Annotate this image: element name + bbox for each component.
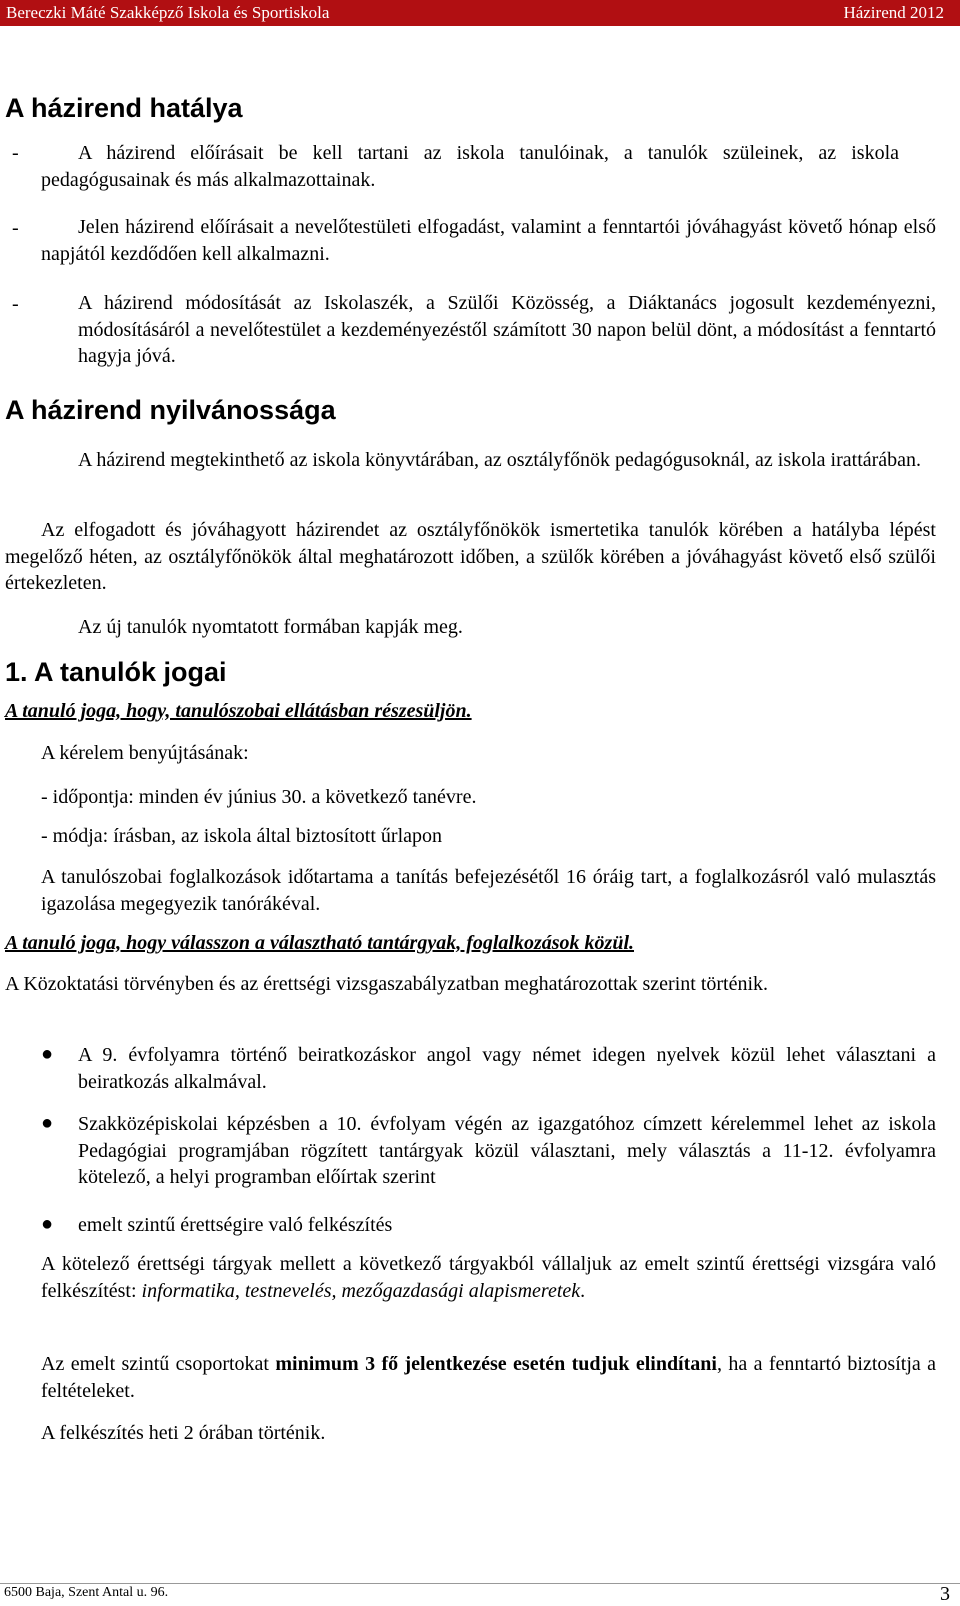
- paragraph: Az elfogadott és jóváhagyott házirendet az osztályfőnökök ismertetika tanulók körében a hatályba lépést megelőző héten, az osztályfőnökök által meghatározott időben, a szülők körében a jóváhagyást követő első szülői értekezleten.: [5, 519, 936, 595]
- paragraph: A házirend megtekinthető az iskola könyvtárában, az osztályfőnök pedagógusoknál, az iskola irattárában.: [78, 449, 922, 471]
- list-dash: -: [12, 217, 19, 239]
- header-document-title: Házirend 2012: [843, 3, 944, 22]
- bullet-icon: ●: [41, 1213, 54, 1235]
- section-title-nyilvanossag: A házirend nyilvánossága: [5, 395, 336, 425]
- bullet-icon: ●: [41, 1043, 54, 1065]
- paragraph: - módja: írásban, az iskola által biztosított űrlapon: [41, 825, 443, 847]
- list-dash: -: [12, 293, 19, 315]
- header-school-name: Bereczki Máté Szakképző Iskola és Sportiskola: [6, 3, 330, 22]
- right-heading-tanuloszoba: A tanuló joga, hogy, tanulószobai ellátásban részesüljön.: [5, 700, 472, 722]
- footer-address: 6500 Baja, Szent Antal u. 96.: [4, 1585, 169, 1600]
- list-item: Szakközépiskolai képzésben a 10. évfolyam végén az igazgatóhoz címzett kérelemmel lehet az iskola Pedagógiai programjában rögzített tantárgyak közül választani, mely választás a 11-12. évfolyamra kötelező, a helyi programban előírtak szerint: [78, 1113, 936, 1189]
- right-heading-valasztas: A tanuló joga, hogy válasszon a választható tantárgyak, foglalkozások közül.: [5, 932, 634, 954]
- paragraph: A Közoktatási törvényben és az érettségi vizsgaszabályzatban meghatározottak szerint történik.: [5, 973, 769, 995]
- list-item: A házirend előírásait be kell tartani az iskola tanulóinak, a tanulók szüleinek, az iskola pedagógusainak és más alkalmazottainak.: [41, 142, 899, 191]
- list-item: Jelen házirend előírásait a nevelőtestületi elfogadást, valamint a fenntartói jóváhagyást követő hónap első napjától kezdődően kell alkalmazni.: [41, 216, 936, 265]
- paragraph: - időpontja: minden év június 30. a következő tanévre.: [41, 786, 477, 808]
- paragraph: A kérelem benyújtásának:: [41, 742, 249, 764]
- paragraph: A tanulószobai foglalkozások időtartama a tanítás befejezésétől 16 óráig tart, a foglalkozásról való mulasztás igazolása megegyezik tanórákéval.: [41, 866, 936, 915]
- text: Az emelt szintű csoportokat: [41, 1353, 276, 1375]
- text: A kötelező érettségi tárgyak mellett a következő tárgyakból vállaljuk az emelt szintű érettségi vizsgára való felkészítést:: [41, 1253, 936, 1302]
- subjects: informatika, testnevelés, mezőgazdasági alapismeretek: [141, 1279, 581, 1302]
- section-title-tanulok-jogai: 1. A tanulók jogai: [5, 657, 227, 687]
- page-number: 3: [940, 1583, 950, 1605]
- list-item: A házirend módosítását az Iskolaszék, a Szülői Közösség, a Diáktanács jogosult kezdeményezni, módosításáról a nevelőtestület a kezdeményezéstől számított 30 napon belül dönt, a módosítást a fenntartó hagyja jóvá.: [78, 292, 936, 368]
- bullet-icon: ●: [41, 1112, 54, 1134]
- footer-divider: [0, 1583, 960, 1584]
- text: .: [580, 1279, 586, 1302]
- section-title-hatalya: A házirend hatálya: [5, 93, 243, 123]
- list-item: emelt szintű érettségire való felkészítés: [78, 1214, 393, 1236]
- page-header: [0, 0, 960, 26]
- paragraph-emelt: [41, 1351, 936, 1404]
- list-item: A 9. évfolyamra történő beiratkozáskor angol vagy német idegen nyelvek közül lehet választani a beiratkozás alkalmával.: [78, 1044, 936, 1093]
- bold-text: minimum 3 fő jelentkezése esetén tudjuk elindítani: [275, 1353, 717, 1375]
- text: , ha a fenntartó biztosítja a feltételeket.: [41, 1353, 937, 1402]
- paragraph: A felkészítés heti 2 órában történik.: [41, 1422, 326, 1444]
- list-dash: -: [12, 142, 19, 164]
- paragraph: Az új tanulók nyomtatott formában kapják meg.: [78, 616, 463, 638]
- paragraph-kotelezo: [41, 1251, 936, 1304]
